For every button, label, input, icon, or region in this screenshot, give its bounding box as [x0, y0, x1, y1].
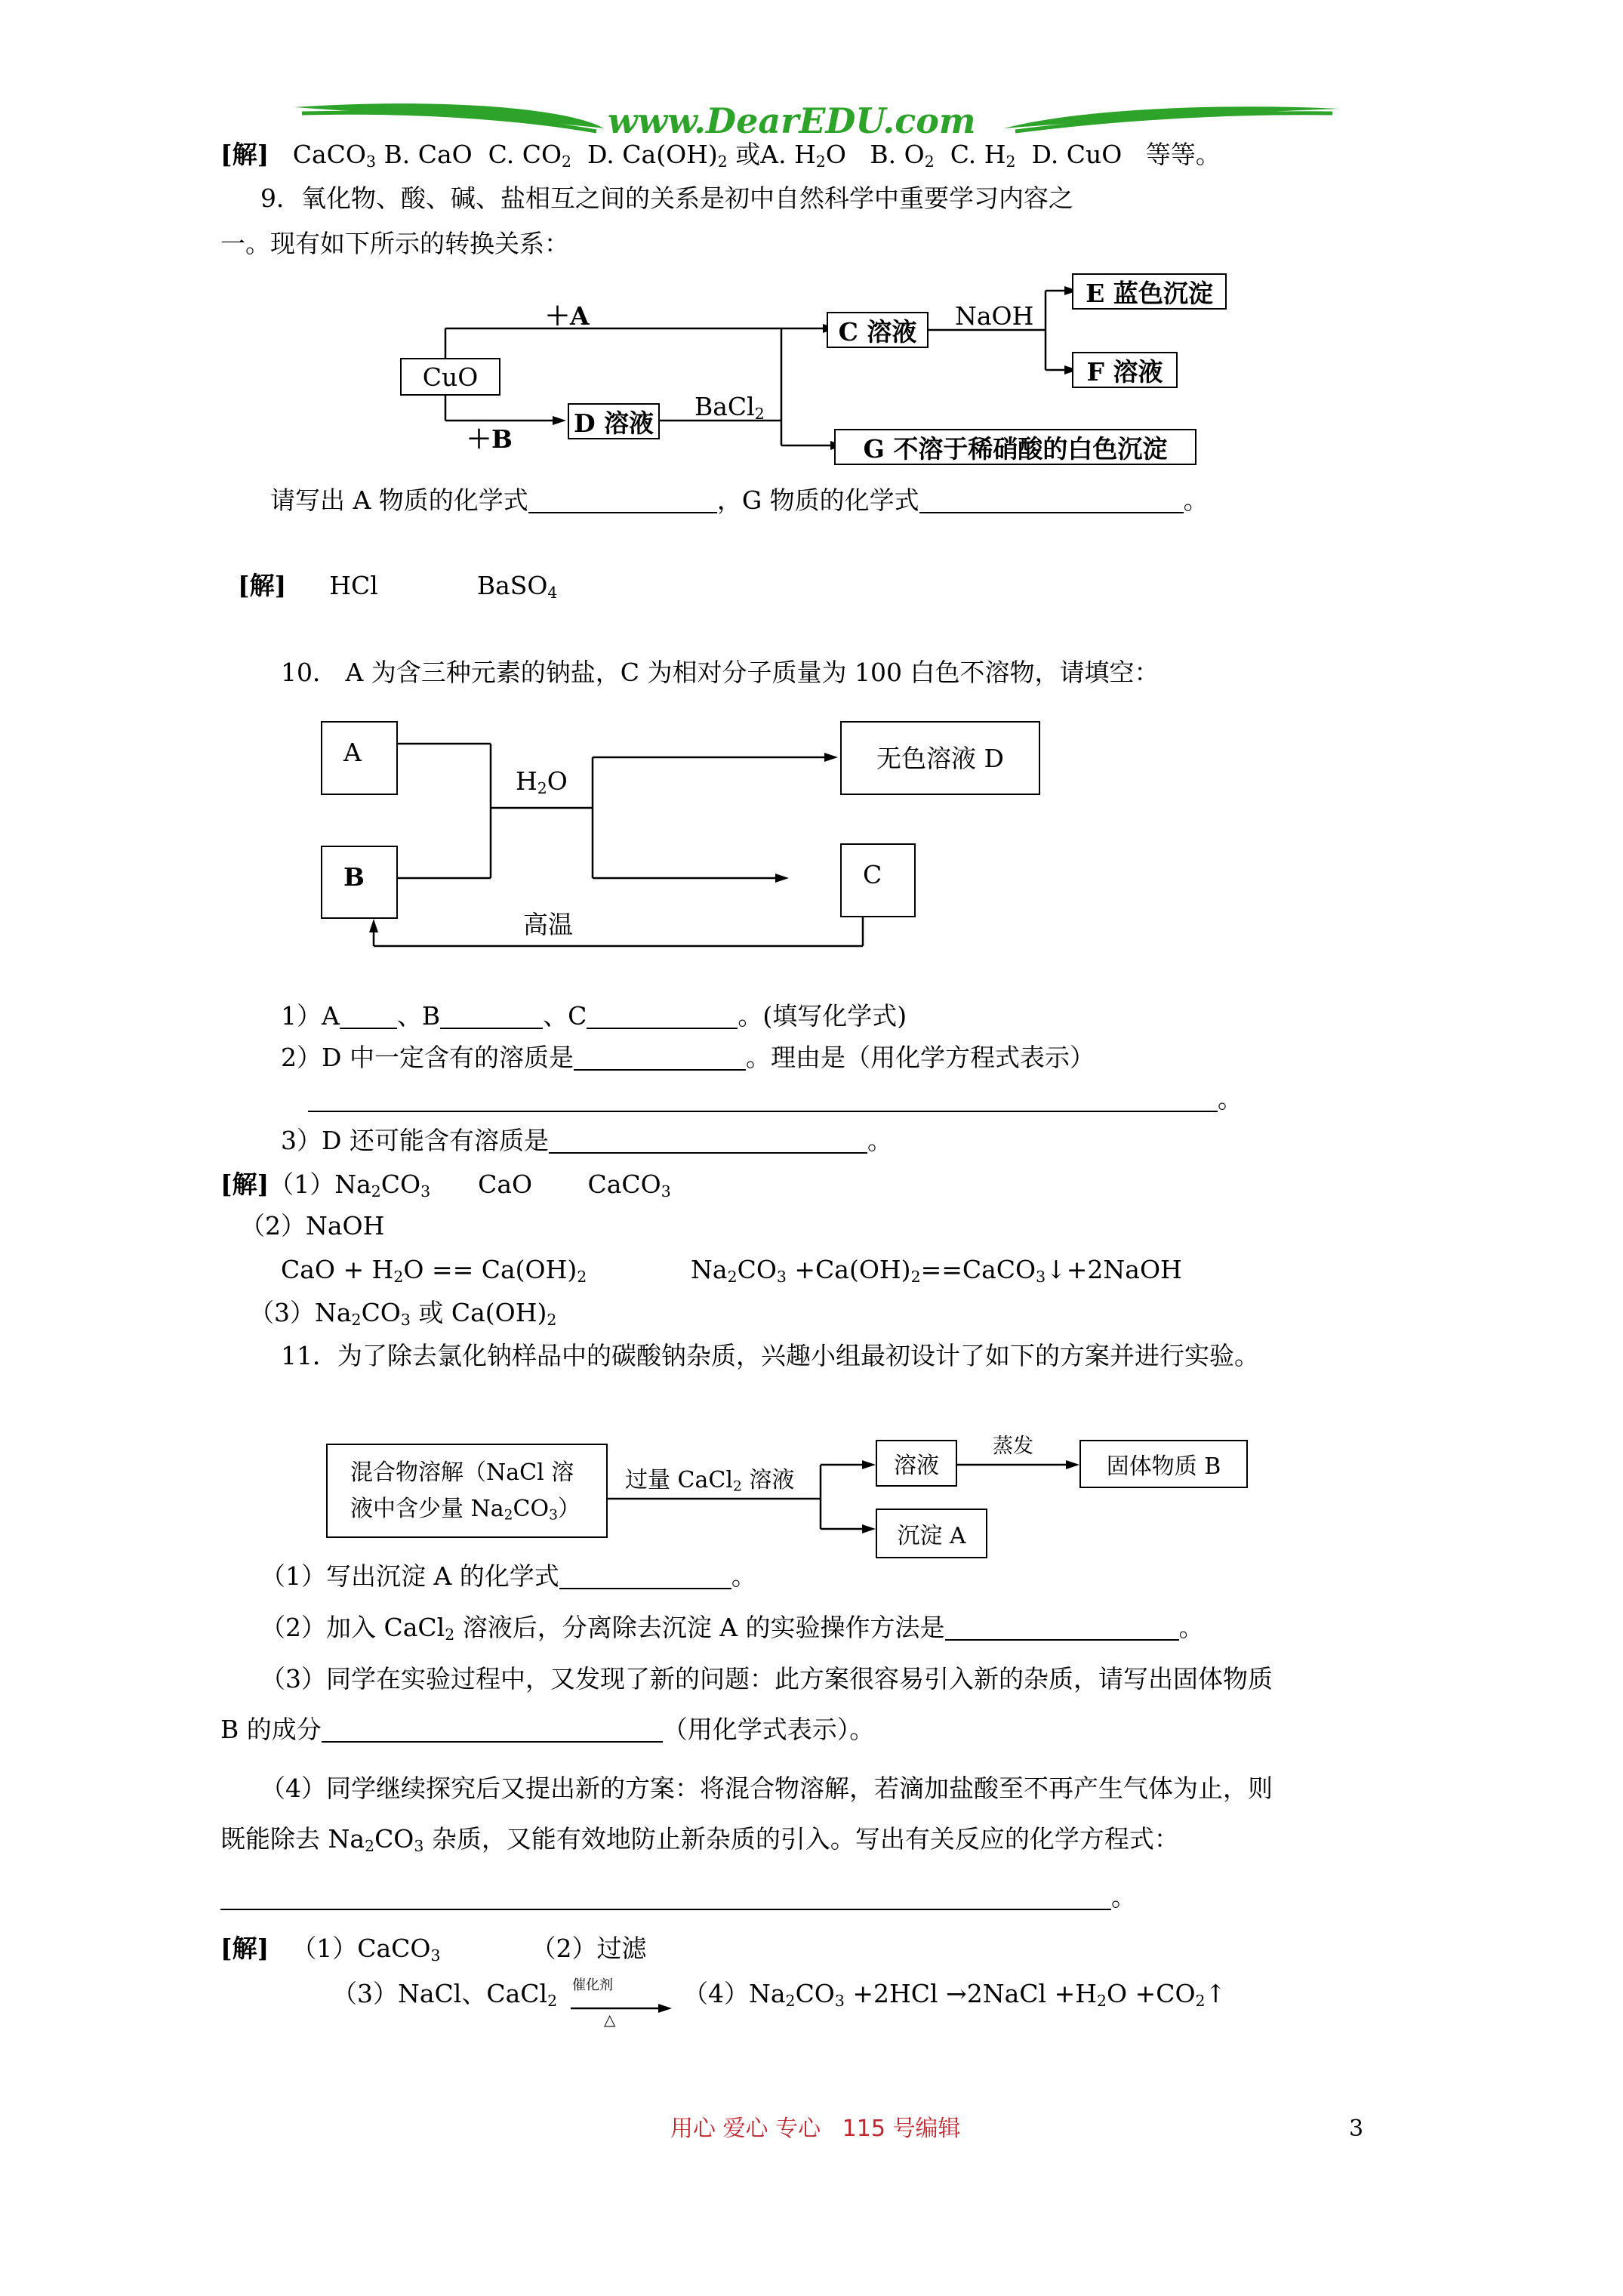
answer-label: [解]	[220, 1170, 269, 1199]
q10-answer-3: $(3)Na_2CO_3$ 或 $Ca(OH)_2$	[249, 1298, 557, 1330]
q11-p4-line1: （4）同学继续探究后又提出新的方案：将混合物溶解，若滴加盐酸至不再产生气体为止，则	[260, 1774, 1273, 1803]
f-box-label: F 溶液	[1086, 356, 1163, 387]
q10-answer-1-text: $(1)Na_2CO_3$ CaO CaCO$_3$	[269, 1170, 671, 1201]
q11-answer-2: （2）过滤	[531, 1934, 647, 1963]
q8-answer-text: CaCO$_3$ B. CaO C. $CO_2$ D. $Ca(OH)_2$ 或A. $H_2O$ B. $O_2$ C. $H_2$ D. CuO 等等。	[292, 140, 1221, 171]
q10-sub2-tail: 。	[1218, 1084, 1243, 1114]
solid-b-label: 固体物质 B	[1106, 1453, 1221, 1480]
q10-sub2-text: 2）D 中一定含有的溶质是	[281, 1043, 574, 1072]
q10-sub1-a: 1）A	[281, 1001, 340, 1031]
answer-label: [解]	[220, 1934, 269, 1963]
d-solution-label: D 溶液	[573, 408, 654, 438]
h2o-label: $H_2O$	[516, 766, 568, 798]
q10-title: 10． A 为含三种元素的钠盐，C 为相对分子质量为 100 白色不溶物，请填空：	[281, 658, 1160, 687]
q9-prompt-a: 请写出 A 物质的化学式	[270, 485, 528, 515]
q11-p3-text: B 的成分	[220, 1715, 322, 1744]
precip-a-label: 沉淀 A	[897, 1523, 966, 1549]
c-solution-label: C 溶液	[838, 316, 917, 347]
q11-p4-end: 。	[1111, 1882, 1136, 1912]
evaporate-label: 蒸发	[993, 1435, 1033, 1458]
q10-sub1-end: 。(填写化学式)	[738, 1001, 907, 1031]
heat-label: △	[604, 2011, 616, 2029]
q9-prompt-g: ，G 物质的化学式	[716, 485, 919, 515]
mixture-line1: 混合物溶解（NaCl 溶	[350, 1459, 574, 1486]
q10-sub1-b: 、B	[396, 1001, 441, 1031]
q11-title: 11．为了除去氯化钠样品中的碳酸钠杂质，兴趣小组最初设计了如下的方案并进行实验。	[281, 1341, 1259, 1370]
page-number: 3	[1349, 2116, 1364, 2142]
e-box-label: E 蓝色沉淀	[1086, 278, 1213, 308]
q10-box-d-label: 无色溶液 D	[876, 744, 1004, 773]
q11-answer-1: （1）CaCO$_3$	[291, 1934, 441, 1965]
q10-sub3-end: 。	[867, 1126, 892, 1155]
excess-cacl2-label: 过量 CaCl$_2$ 溶液	[625, 1467, 795, 1495]
footer-text: 用心 爱心 专心 115 号编辑	[670, 2116, 961, 2142]
q11-p4-line2: 既能除去 $Na_2CO_3$ 杂质，又能有效地防止新杂质的引入。写出有关反应的化学方程式：	[220, 1824, 1179, 1856]
q11-p2-text: （2）加入 CaCl$_2$ 溶液后，分离除去沉淀 A 的实验操作方法是	[260, 1613, 945, 1644]
q10-sub2-end: 。理由是（用化学方程式表示）	[745, 1043, 1095, 1072]
q10-box-c-label: C	[863, 860, 882, 889]
q11-answer-4: $(4)Na_2CO_3 +2HCl$ →2NaCl $+H_2O$ $+CO_2↑$	[683, 1979, 1227, 2011]
g-box-label: G 不溶于稀硝酸的白色沉淀	[863, 433, 1168, 464]
bacl2-label: BaCl$_2$	[694, 392, 765, 424]
plus-b-label: ＋B	[467, 424, 513, 454]
site-logo-text: www.DearEDU.com	[608, 100, 976, 141]
q10-answer-eq2: $Na_2CO_3$ $+Ca(OH)_2==CaCO_3↓+2NaOH$	[691, 1255, 1182, 1287]
q9-text-line2: 一。现有如下所示的转换关系：	[220, 229, 569, 258]
q10-answer-2: （2）NaOH	[240, 1211, 385, 1240]
q11-p1-text: （1）写出沉淀 A 的化学式	[260, 1561, 559, 1591]
q9-text-line1: 9．氧化物、酸、碱、盐相互之间的关系是初中自然科学中重要学习内容之	[260, 183, 1073, 213]
catalyst-label: 催化剂	[572, 1977, 613, 1993]
q9-answer-a: HCl	[329, 571, 378, 600]
q11-p3-line1: （3）同学在实验过程中，又发现了新的问题：此方案很容易引入新的杂质，请写出固体物质	[260, 1664, 1273, 1693]
answer-label: [解]	[238, 571, 287, 600]
q10-sub1-c: 、C	[543, 1001, 587, 1031]
q11-p2-end: 。	[1178, 1613, 1204, 1642]
cuo-label: CuO	[422, 362, 479, 392]
q10-answer-eq1: CaO + $H_2O == Ca(OH)_2$	[281, 1255, 587, 1287]
q11-p1-end: 。	[731, 1561, 756, 1591]
naoh-label: NaOH	[955, 301, 1034, 331]
solution-label: 溶液	[894, 1453, 939, 1479]
q11-answer-3: （3）NaCl、CaCl$_2$	[332, 1979, 558, 2011]
q10-box-b-label: B	[343, 862, 365, 892]
q10-box-a-label: A	[343, 738, 362, 767]
answer-label: [解]	[220, 140, 269, 169]
q10-sub3-text: 3）D 还可能含有溶质是	[281, 1126, 549, 1155]
mixture-line2: 液中含少量 $Na_2CO_3$）	[350, 1495, 581, 1524]
plus-a-label: ＋A	[545, 301, 590, 331]
q9-prompt-end: 。	[1183, 485, 1209, 515]
gaowen-label: 高温	[523, 910, 573, 939]
q9-answer-g: BaSO$_4$	[476, 571, 558, 603]
q11-p3-end: （用化学式表示）。	[662, 1715, 875, 1744]
